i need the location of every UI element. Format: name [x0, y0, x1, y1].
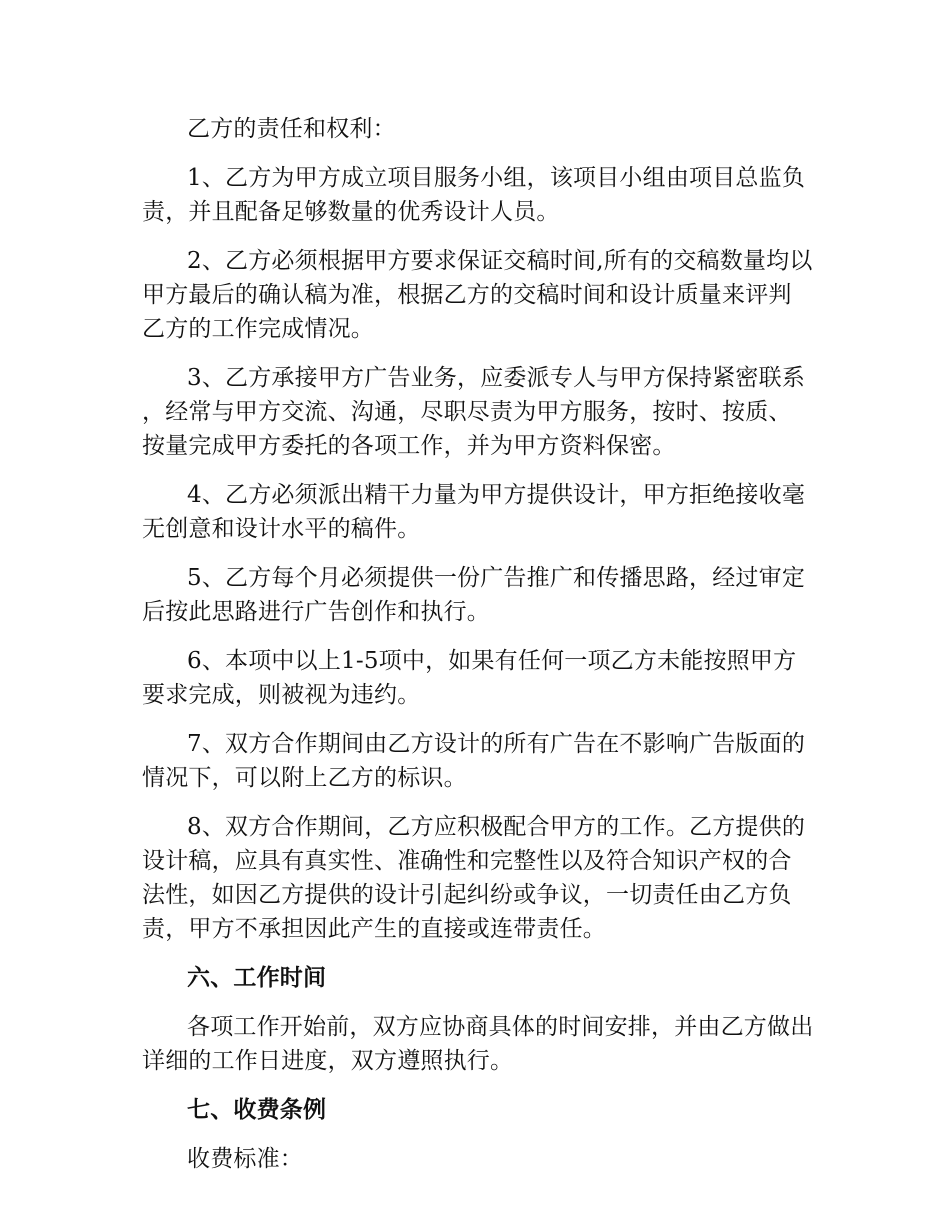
clause-4: 4、乙方必须派出精干力量为甲方提供设计，甲方拒绝接收毫无创意和设计水平的稿件。 [142, 482, 806, 542]
clause-5: 5、乙方每个月必须提供一份广告推广和传播思路，经过审定后按此思路进行广告创作和执行。 [142, 565, 806, 625]
section-7-text: 收费标准： [187, 1146, 303, 1172]
clause-8: 8、双方合作期间，乙方应积极配合甲方的工作。乙方提供的设计稿，应具有真实性、准确性和完整性以及符合知识产权的合法性，如因乙方提供的设计引起纠纷或争议，一切责任由乙方负责，甲方不承担因此产生的直接或连带责任。 [142, 814, 806, 942]
clause-1: 1、乙方为甲方成立项目服务小组，该项目小组由项目总监负责，并且配备足够数量的优秀设计人员。 [142, 165, 806, 225]
clause-2: 2、乙方必须根据甲方要求保证交稿时间,所有的交稿数量均以甲方最后的确认稿为准，根据乙方的交稿时间和设计质量来评判乙方的工作完成情况。 [142, 248, 813, 342]
section-6-heading: 六、工作时间 [187, 964, 327, 991]
clause-6: 6、本项中以上1-5项中，如果有任何一项乙方未能按照甲方要求完成，则被视为违约。 [142, 648, 797, 708]
section-7-heading: 七、收费条例 [187, 1096, 327, 1123]
document-body [142, 112, 814, 1191]
responsibilities-intro: 乙方的责任和权利： [187, 116, 396, 142]
section-6-text: 各项工作开始前，双方应协商具体的时间安排，并由乙方做出详细的工作日进度，双方遵照执行。 [142, 1014, 814, 1074]
clause-7: 7、双方合作期间由乙方设计的所有广告在不影响广告版面的情况下，可以附上乙方的标识。 [142, 731, 806, 791]
clause-3: 3、乙方承接甲方广告业务，应委派专人与甲方保持紧密联系，经常与甲方交流、沟通，尽职尽责为甲方服务，按时、按质、按量完成甲方委托的各项工作，并为甲方资料保密。 [142, 365, 806, 459]
